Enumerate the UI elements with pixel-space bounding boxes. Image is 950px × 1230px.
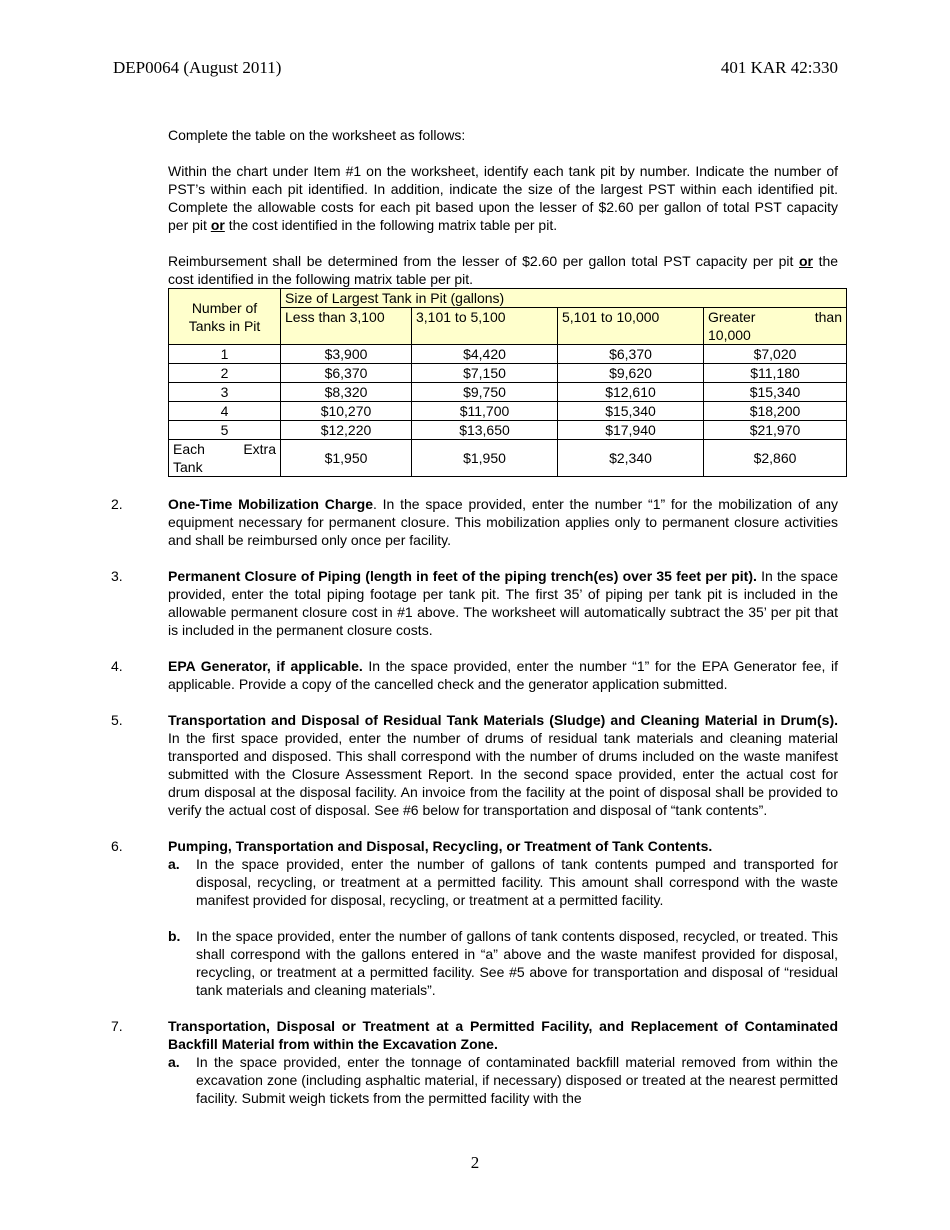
matrix-col-header: Less than 3,100 xyxy=(281,308,412,345)
table-row: 2 $6,370 $7,150 $9,620 $11,180 xyxy=(169,364,847,383)
item-5: 5. Transportation and Disposal of Residual Tank Materials (Sludge) and Cleaning Material in Drum(s). In the first space provided, enter the number of drums of residual tank materials and cleaning material transported and disposed. This shall correspond with the number of drums included on the waste manifest submitted with the Closure Assessment Report. In the second space provided, enter the actual cost for drum disposal at the disposal facility. An invoice from the facility at the point of disposal shall be provided to verify the actual cost of disposal. See #6 below for transportation and disposal of “tank contents”. xyxy=(111,712,838,818)
page-number: 2 xyxy=(470,1153,480,1172)
item-2: 2. One-Time Mobilization Charge. In the space provided, enter the number “1” for the mobilization of any equipment necessary for permanent closure. This mobilization applies only to permanent closure activities and shall be reimbursed only once per facility. xyxy=(111,496,839,548)
matrix-corner-header: Number of Tanks in Pit xyxy=(169,289,281,345)
item-6: 6. Pumping, Transportation and Disposal, Recycling, or Treatment of Tank Contents. a. In the space provided, enter the number of gallons of tank contents pumped and transported for disposal, recycling, or treatment at a permitted facility. This amount shall correspond with the waste manifest provided for disposal, recycling, or treatment at a permitted facility. b. In the space provided, enter the number of gallons of tank contents disposed, recycled, or treated. This shall correspond with the gallons entered in “a” above and the waste manifest provided for disposal, recycling, or treatment at a permitted facility. See #5 above for transportation and disposal of “residual tank materials and cleaning materials”. xyxy=(111,838,838,998)
table-row: 1 $3,900 $4,420 $6,370 $7,020 xyxy=(169,345,847,364)
item-4: 4. EPA Generator, if applicable. In the space provided, enter the number “1” for the EPA Generator fee, if applicable. Provide a copy of the cancelled check and the generator application submitted. xyxy=(111,658,838,692)
reimbursement-paragraph: Reimbursement shall be determined from the lesser of $2.60 per gallon total PST capacity per pit or the cost identified in the following matrix table per pit. xyxy=(168,253,839,287)
matrix-col-header: 5,101 to 10,000 xyxy=(558,308,704,345)
table-row: 3 $8,320 $9,750 $12,610 $15,340 xyxy=(169,383,847,402)
table-row: 5 $12,220 $13,650 $17,940 $21,970 xyxy=(169,421,847,440)
page-body xyxy=(111,126,842,1107)
item-3: 3. Permanent Closure of Piping (length in feet of the piping trench(es) over 35 feet per pit). In the space provided, enter the total piping footage per tank pit. The first 35’ of piping per tank pit is included in the allowable permanent closure cost in #1 above. The worksheet will automatically subtract the 35’ per pit that is included in the permanent closure costs. xyxy=(111,568,838,638)
header-regulation: 401 KAR 42:330 xyxy=(720,58,838,77)
table-row-extra-tank: Each Extra Tank $1,950 $1,950 $2,340 $2,860 xyxy=(169,440,847,477)
intro-paragraph: Within the chart under Item #1 on the worksheet, identify each tank pit by number. Indicate the number of PST’s within each pit identified. In addition, indicate the size of the largest PST within each identified pit. Complete the allowable costs for each pit based upon the lesser of $2.60 per gallon of total PST capacity per pit or the cost identified in the following matrix table per pit. xyxy=(168,163,838,233)
item-7a: a. In the space provided, enter the tonnage of contaminated backfill material removed from within the excavation zone (including asphaltic material, if necessary) disposed or treated at the nearest permitted facility. Submit weigh tickets from the permitted facility with the xyxy=(168,1054,838,1106)
table-row: 4 $10,270 $11,700 $15,340 $18,200 xyxy=(169,402,847,421)
item-6a: a. In the space provided, enter the number of gallons of tank contents pumped and transported for disposal, recycling, or treatment at a permitted facility. This amount shall correspond with the waste manifest provided for disposal, recycling, or treatment at a permitted facility. xyxy=(168,856,838,908)
matrix-group-header: Size of Largest Tank in Pit (gallons) xyxy=(281,289,847,308)
matrix-col-header: 3,101 to 5,100 xyxy=(412,308,558,345)
item-7: 7. Transportation, Disposal or Treatment at a Permitted Facility, and Replacement of Contaminated Backfill Material from within the Excavation Zone. a. In the space provided, enter the tonnage of contaminated backfill material removed from within the excavation zone (including asphaltic material, if necessary) disposed or treated at the nearest permitted facility. Submit weigh tickets from the permitted facility with the xyxy=(111,1018,838,1106)
intro-line: Complete the table on the worksheet as follows: xyxy=(168,127,466,143)
header-form-id: DEP0064 (August 2011) xyxy=(113,58,282,77)
cost-matrix-table xyxy=(168,288,847,477)
item-6b: b. In the space provided, enter the number of gallons of tank contents disposed, recycled, or treated. This shall correspond with the gallons entered in “a” above and the waste manifest provided for disposal, recycling, or treatment at a permitted facility. See #5 above for transportation and disposal of “residual tank materials and cleaning materials”. xyxy=(168,928,838,998)
matrix-col-header: Greater than 10,000 xyxy=(704,308,847,345)
